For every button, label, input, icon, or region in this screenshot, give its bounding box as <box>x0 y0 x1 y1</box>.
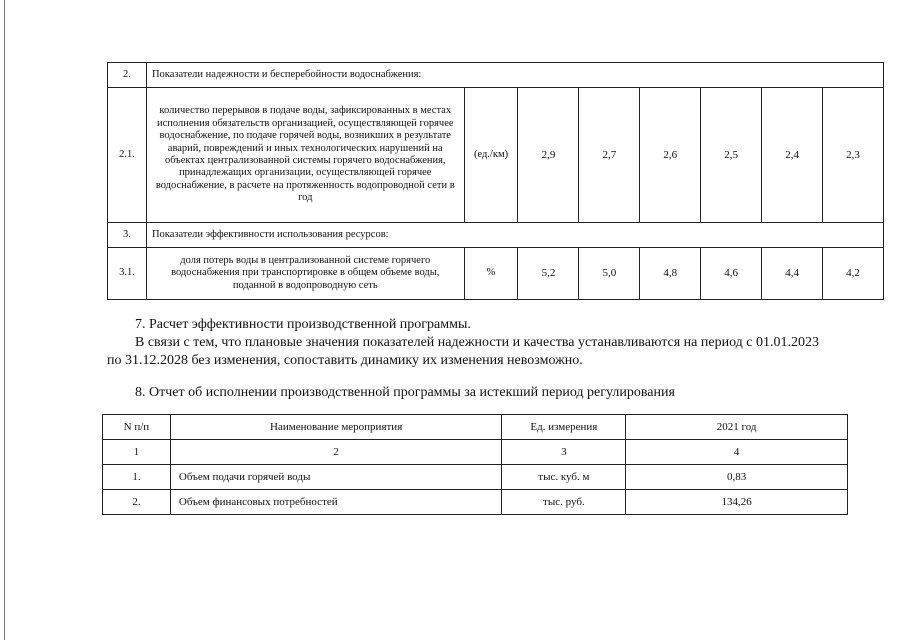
row-number: 2. <box>103 490 171 515</box>
column-index: 1 <box>103 440 171 465</box>
row-number: 1. <box>103 465 171 490</box>
report-table <box>102 414 848 515</box>
value-cell: 2,9 <box>518 88 579 223</box>
section-7-heading: 7. Расчет эффективности производственной программы. <box>135 317 471 332</box>
indicator-row <box>108 88 884 223</box>
table-row <box>103 465 848 490</box>
activity-name: Объем финансовых потребностей <box>170 490 502 515</box>
value-cell: 4,4 <box>762 248 823 300</box>
column-index: 2 <box>170 440 502 465</box>
indicator-description: количество перерывов в подаче воды, зафиксированных в местах исполнения обязательств организацией, осуществляющей горячее водоснабжение, по подаче горячей воды, возникших в результате аварий, повреждений и иных технологических нарушений на объектах централизованной системы горячего водоснабжения, принадлежащих организации, осуществляющей горячее водоснабжение, в расчете на протяженность водопроводной сети в год <box>146 88 464 223</box>
indicator-description: доля потерь воды в централизованной системе горячего водоснабжения при транспортировке в общем объеме воды, поданной в водопроводную сеть <box>146 248 464 300</box>
unit-cell: % <box>464 248 518 300</box>
indicators-table <box>107 62 884 300</box>
value-cell: 2,4 <box>762 88 823 223</box>
section-8-heading: 8. Отчет об исполнении производственной программы за истекший период регулирования <box>135 385 675 400</box>
value-cell: 4,2 <box>823 248 884 300</box>
value-cell: 2,7 <box>579 88 640 223</box>
indicator-row <box>108 248 884 300</box>
value-cell: 5,0 <box>579 248 640 300</box>
section-label: Показатели эффективности использования ресурсов: <box>146 223 883 248</box>
column-header: Ед. измерения <box>502 415 626 440</box>
unit-cell: (ед./км) <box>464 88 518 223</box>
page-edge-line <box>4 0 5 640</box>
column-index: 4 <box>626 440 848 465</box>
unit-cell: тыс. куб. м <box>502 465 626 490</box>
column-header: 2021 год <box>626 415 848 440</box>
value-cell: 4,6 <box>701 248 762 300</box>
section-row <box>108 63 884 88</box>
value-cell: 2,5 <box>701 88 762 223</box>
section-7-text-line-1: В связи с тем, что плановые значения показателей надежности и качества устанавливаются на период с 01.01.2023 <box>135 335 820 350</box>
activity-name: Объем подачи горячей воды <box>170 465 502 490</box>
value-cell: 2,6 <box>640 88 701 223</box>
value-cell: 5,2 <box>518 248 579 300</box>
value-cell: 2,3 <box>823 88 884 223</box>
row-number: 3. <box>108 223 147 248</box>
section-label: Показатели надежности и бесперебойности водоснабжения: <box>146 63 883 88</box>
column-header: N п/п <box>103 415 171 440</box>
section-7-text-line-2: по 31.12.2028 без изменения, сопоставить динамику их изменения невозможно. <box>107 353 583 368</box>
value-cell: 0,83 <box>626 465 848 490</box>
column-header: Наименование мероприятия <box>170 415 502 440</box>
row-number: 3.1. <box>108 248 147 300</box>
unit-cell: тыс. руб. <box>502 490 626 515</box>
header-row <box>103 415 848 440</box>
row-number: 2. <box>108 63 147 88</box>
section-row <box>108 223 884 248</box>
table-row <box>103 490 848 515</box>
column-index-row <box>103 440 848 465</box>
value-cell: 4,8 <box>640 248 701 300</box>
column-index: 3 <box>502 440 626 465</box>
row-number: 2.1. <box>108 88 147 223</box>
value-cell: 134,26 <box>626 490 848 515</box>
